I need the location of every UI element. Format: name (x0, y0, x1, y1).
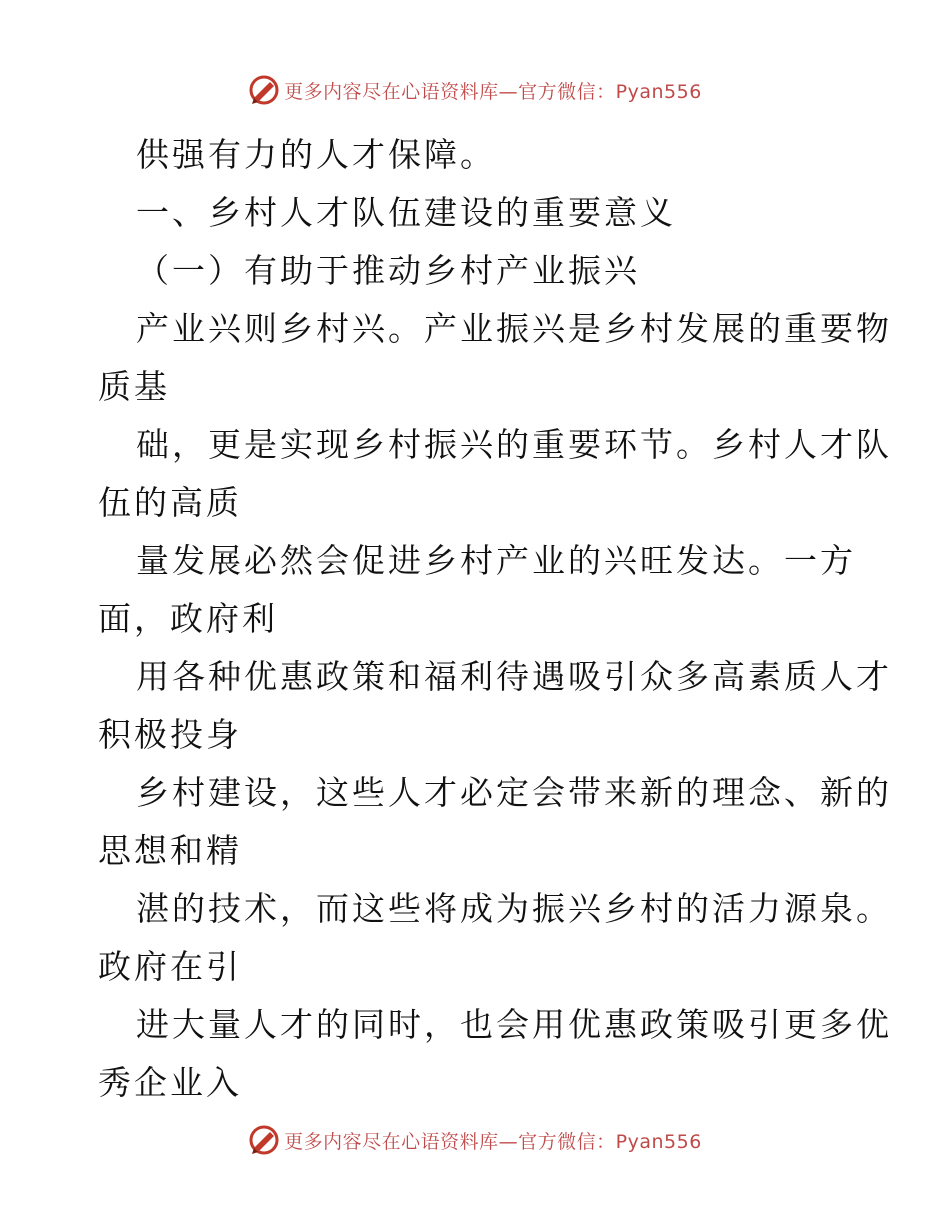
document-body (98, 126, 892, 1112)
body-line-9: 面，政府利 (98, 599, 278, 638)
body-line-17: 秀企业入 (98, 1063, 242, 1102)
pen-logo-icon (248, 1124, 280, 1156)
body-line-6: 础，更是实现乡村振兴的重要环节。乡村人才队 (136, 425, 892, 464)
body-line-7: 伍的高质 (98, 483, 242, 522)
body-line-4: 产业兴则乡村兴。产业振兴是乡村发展的重要物 (136, 309, 892, 348)
body-line-10: 用各种优惠政策和福利待遇吸引众多高素质人才 (136, 657, 892, 696)
body-line-1: 供强有力的人才保障。 (136, 135, 496, 174)
header-banner (0, 72, 950, 108)
body-line-11: 积极投身 (98, 715, 242, 754)
footer-banner-text: 更多内容尽在心语资料库—官方微信：Pyan556 (284, 1130, 702, 1153)
body-line-15: 政府在引 (98, 947, 242, 986)
body-line-12: 乡村建设，这些人才必定会带来新的理念、新的 (136, 773, 892, 812)
body-line-5: 质基 (98, 367, 170, 406)
body-line-14: 湛的技术，而这些将成为振兴乡村的活力源泉。 (136, 889, 892, 928)
body-line-8: 量发展必然会促进乡村产业的兴旺发达。一方 (136, 541, 856, 580)
footer-banner (0, 1122, 950, 1158)
section-heading: 一、乡村人才队伍建设的重要意义 (136, 193, 676, 232)
body-line-13: 思想和精 (98, 831, 242, 870)
subsection-heading: （一）有助于推动乡村产业振兴 (136, 251, 640, 290)
body-line-16: 进大量人才的同时，也会用优惠政策吸引更多优 (136, 1005, 892, 1044)
header-banner-text: 更多内容尽在心语资料库—官方微信：Pyan556 (284, 80, 702, 103)
pen-logo-icon (248, 74, 280, 106)
